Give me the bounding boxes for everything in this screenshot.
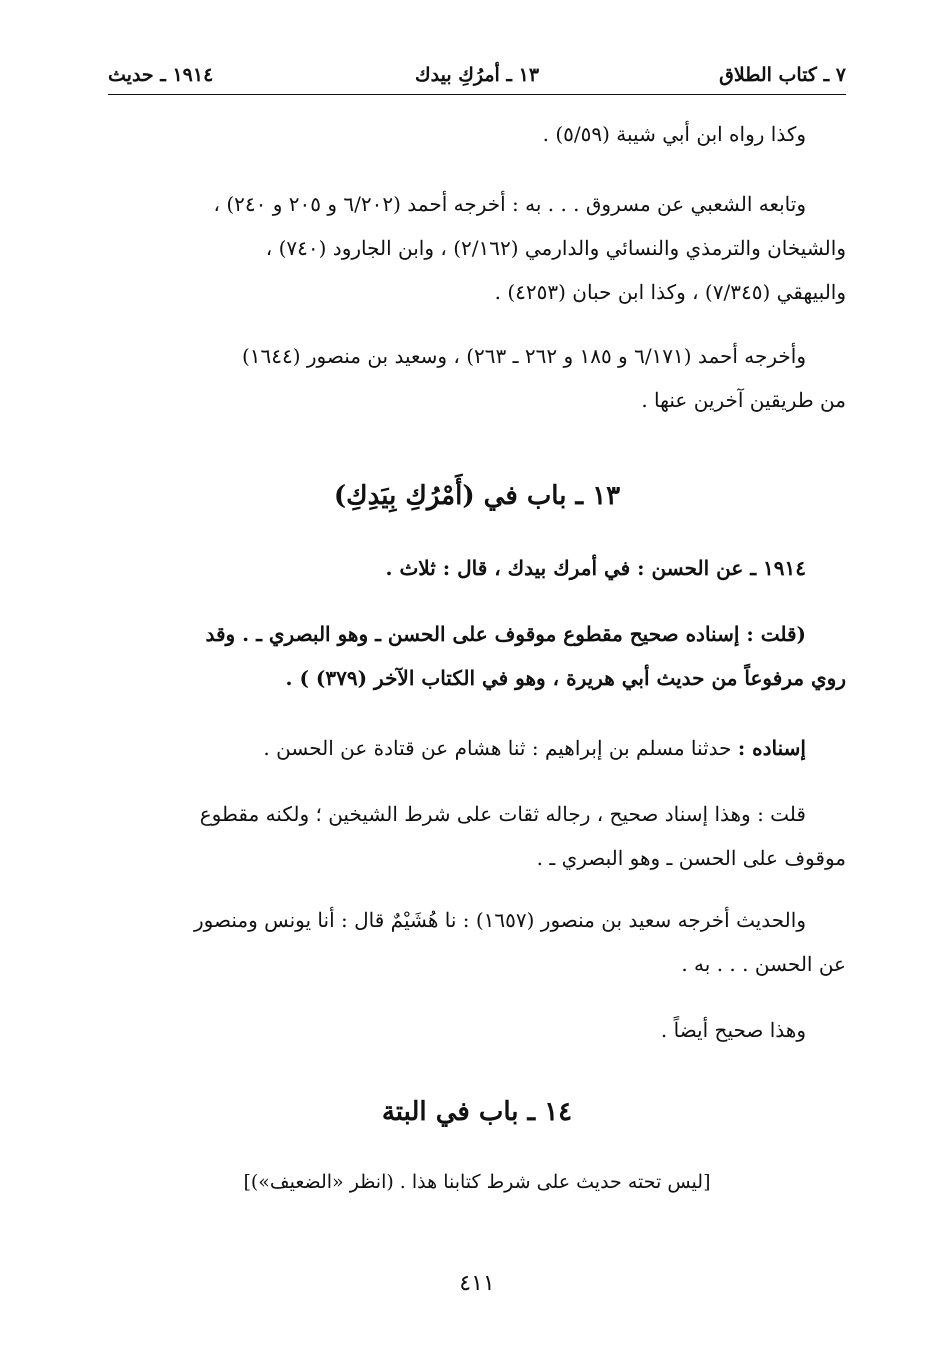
text-line: قلت : وهذا إسناد صحيح ، رجاله ثقات على شرط الشيخين ؛ ولكنه مقطوع <box>199 802 806 826</box>
text-line: ١٩١٤ ـ عن الحسن : في أمرك بيدك ، قال : ثلاث . <box>385 556 806 580</box>
isnad-paragraph <box>108 726 846 770</box>
paragraph-ibn-abi-shaybah <box>108 112 846 156</box>
chapter-14-heading: ١٤ ـ باب في البتة <box>381 1097 573 1127</box>
text-line: وأخرجه أحمد (٦/١٧١ و ١٨٥ و ٢٦٢ ـ ٢٦٣) ، وسعيد بن منصور (١٦٤٤) <box>241 344 806 368</box>
header-book-title: ٧ ـ كتاب الطلاق <box>719 64 846 86</box>
text-line <box>108 726 846 770</box>
takhrij-paragraph <box>108 898 846 986</box>
text-line: والحديث أخرجه سعيد بن منصور (١٦٥٧) : نا هُشَيْمٌ قال : أنا يونس ومنصور <box>194 908 806 932</box>
paragraph-shabi-followup-cont <box>108 226 846 314</box>
paragraph-ahmad-other-routes-cont <box>108 378 846 422</box>
authenticity-note <box>108 612 846 700</box>
chapter-13-heading: ١٣ ـ باب في (أَمْرُكِ بِيَدِكِ) <box>333 481 621 511</box>
paragraph-ahmad-other-routes <box>108 334 846 378</box>
chapter-14-note: [ليس تحته حديث على شرط كتابنا هذا . (انظر «الضعيف»)] <box>243 1171 711 1193</box>
text-line: وكذا رواه ابن أبي شيبة (٥/٥٩) . <box>542 122 806 146</box>
isnad-label: إسناده : <box>737 736 806 760</box>
header-hadith-number: ١٩١٤ ـ حديث <box>108 64 214 86</box>
closing-remark <box>108 1008 846 1052</box>
text-line: من طريقين آخرين عنها . <box>641 388 846 412</box>
text-line: وهذا صحيح أيضاً . <box>660 1018 806 1042</box>
text-line: والشيخان والترمذي والنسائي والدارمي (٢/١٦٢) ، وابن الجارود (٧٤٠) ، <box>265 236 846 260</box>
scholar-comment <box>108 792 846 880</box>
text-line: وتابعه الشعبي عن مسروق . . . به : أخرجه أحمد (٦/٢٠٢ و ٢٠٥ و ٢٤٠) ، <box>213 192 806 216</box>
text-line: موقوف على الحسن ـ وهو البصري ـ . <box>536 846 846 870</box>
text-line: روي مرفوعاً من حديث أبي هريرة ، وهو في الكتاب الآخر (٣٧٩) ) . <box>285 666 846 690</box>
isnad-text: حدثنا مسلم بن إبراهيم : ثنا هشام عن قتادة عن الحسن . <box>263 736 738 760</box>
text-line: والبيهقي (٧/٣٤٥) ، وكذا ابن حبان (٤٢٥٣) . <box>494 280 846 304</box>
text-line: (قلت : إسناده صحيح مقطوع موقوف على الحسن ـ وهو البصري ـ . وقد <box>205 622 806 646</box>
running-header <box>108 58 846 95</box>
text-line: عن الحسن . . . به . <box>681 952 846 976</box>
header-chapter-title: ١٣ ـ أمرُكِ بيدك <box>414 64 540 86</box>
hadith-1914-text <box>108 546 846 590</box>
page-number: ٤١١ <box>459 1271 495 1296</box>
paragraph-shabi-followup <box>108 182 846 226</box>
